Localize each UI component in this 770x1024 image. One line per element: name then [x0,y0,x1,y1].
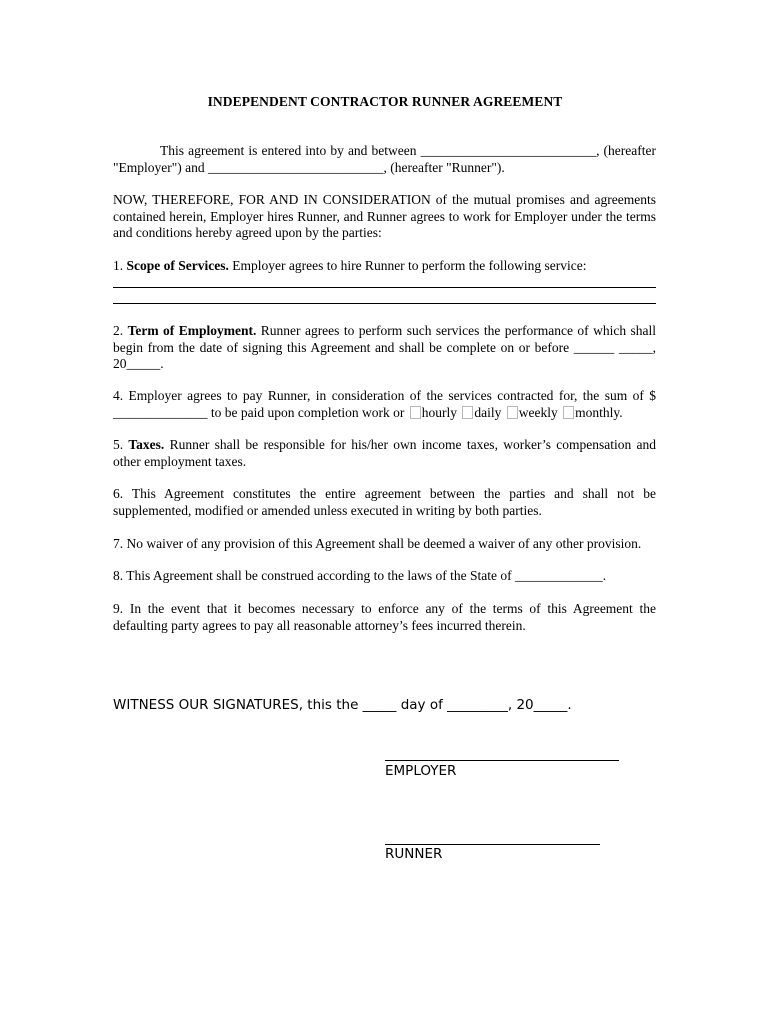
scope-blank-line-2[interactable] [113,303,656,304]
entire-agreement-paragraph: 6. This Agreement constitutes the entire agreement between the parties and shall not be supplemented, modified or amended unless executed in writing by both parties. [113,486,656,518]
daily-label: daily [474,404,502,420]
hourly-checkbox[interactable] [410,406,421,419]
runner-signature-line[interactable] [385,844,600,845]
daily-checkbox[interactable] [462,406,473,419]
term-heading: Term of Employment. [127,323,257,338]
consideration-paragraph: NOW, THEREFORE, FOR AND IN CONSIDERATION of the mutual promises and agreements contained herein, Employer hires Runner, and Runner agrees to work for Employer under the terms and conditions hereby agreed upon by the parties: [113,192,656,240]
attorney-fees-paragraph: 9. In the event that it becomes necessary to enforce any of the terms of this Agreement the defaulting party agrees to pay all reasonable attorney’s fees incurred therein. [113,601,656,633]
scope-text: Employer agrees to hire Runner to perform the following service: [228,258,587,273]
employer-signature-line[interactable] [385,760,619,761]
term-text: Runner agrees to perform such services the performance of which shall begin from the date of signing this Agreement and shall be complete on or before ______ _____, 20_____. [113,323,657,371]
taxes-text: Runner shall be responsible for his/her own income taxes, worker’s compensation and other employment taxes. [113,437,657,469]
intro-paragraph: This agreement is entered into by and between __________________________, (hereafter "Employer") and __________________________, (hereafter "Runner"). [113,143,656,175]
runner-label: RUNNER [385,846,443,862]
weekly-checkbox[interactable] [507,406,518,419]
taxes-heading: Taxes. [128,437,165,452]
scope-number: 1. [113,258,127,273]
hourly-label: hourly [421,404,457,420]
monthly-label: monthly. [575,404,623,420]
scope-blank-line-1[interactable] [113,287,656,288]
payment-paragraph [113,388,656,421]
document-title: INDEPENDENT CONTRACTOR RUNNER AGREEMENT [207,94,563,109]
payment-text: 4. Employer agrees to pay Runner, in consideration of the services contracted for, the sum of $ ______________ to be paid upon completion work or [113,388,656,420]
term-paragraph [113,323,656,373]
monthly-checkbox[interactable] [563,406,574,419]
scope-paragraph [113,258,656,275]
employer-label: EMPLOYER [385,763,457,779]
taxes-number: 5. [113,437,129,452]
weekly-label: weekly [518,404,558,420]
scope-heading: Scope of Services. [126,258,229,273]
term-number: 2. [113,323,128,338]
governing-law-paragraph: 8. This Agreement shall be construed according to the laws of the State of _____________. [113,568,607,583]
taxes-paragraph [113,437,656,470]
witness-signatures-line: WITNESS OUR SIGNATURES, this the _____ day of _________, 20_____. [113,697,572,713]
waiver-paragraph: 7. No waiver of any provision of this Agreement shall be deemed a waiver of any other provision. [113,536,642,551]
